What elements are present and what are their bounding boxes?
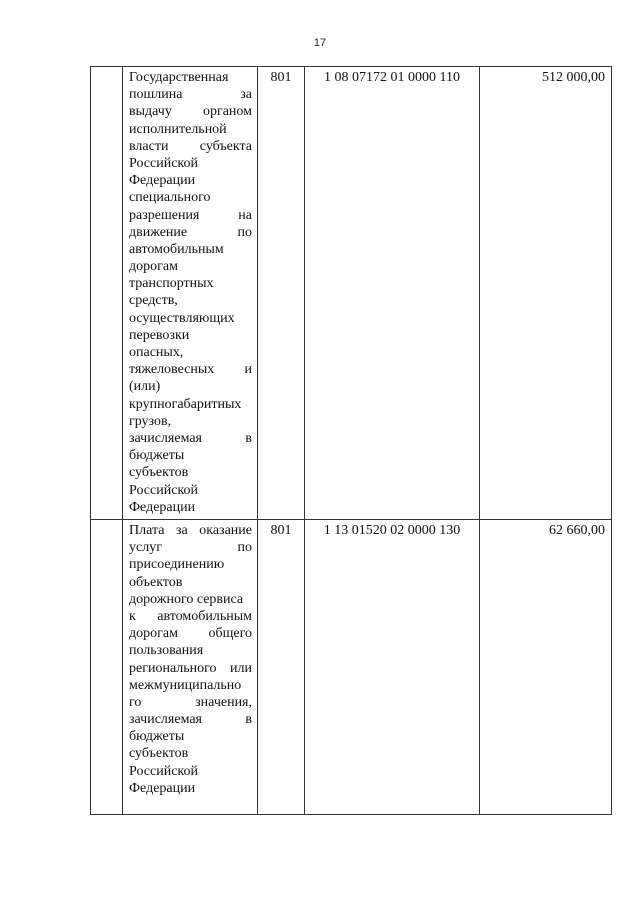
revenue-name-cell <box>123 520 258 815</box>
revenue-name-line: (или) <box>129 379 161 395</box>
revenue-name-line: тяжеловесных и <box>129 362 252 378</box>
revenue-name-line: пользования <box>129 643 204 659</box>
revenue-table <box>90 66 612 815</box>
row-number-cell <box>91 67 123 520</box>
page-number: 17 <box>313 37 327 49</box>
revenue-name-line: го значения, <box>129 694 252 710</box>
amount-cell: 512 000,00 <box>480 67 612 520</box>
table-row <box>91 520 612 815</box>
revenue-name-line: дорожного сервиса <box>129 591 244 607</box>
row-number-cell <box>91 520 123 815</box>
table-row <box>91 67 612 520</box>
revenue-name-line: движение по <box>129 224 252 240</box>
revenue-name-line: Российской <box>129 155 198 171</box>
revenue-name-line: Плата за оказание <box>129 523 252 538</box>
revenue-name-line: крупногабаритных <box>129 396 242 412</box>
revenue-name-line: бюджеты <box>129 448 185 464</box>
revenue-name-line: регионального или <box>129 660 252 676</box>
revenue-name-line: специального <box>129 190 211 206</box>
revenue-name-line: дорогам общего <box>129 626 252 642</box>
revenue-name-line: межмуниципально <box>129 677 242 693</box>
revenue-name-line: грузов, <box>129 413 172 429</box>
revenue-name-line: к автомобильным <box>129 608 252 624</box>
revenue-name-line: исполнительной <box>129 121 227 137</box>
revenue-name-line: средств, <box>129 293 178 309</box>
budget-classification-code-cell: 1 13 01520 02 0000 130 <box>305 520 480 815</box>
revenue-name-line: дорогам <box>129 259 178 275</box>
revenue-name-line: Государственная <box>129 70 229 85</box>
revenue-name-line: Федерации <box>129 499 196 515</box>
revenue-name-line: перевозки <box>129 327 190 343</box>
revenue-name-line: зачисляемая в <box>129 430 252 446</box>
budget-classification-code-cell: 1 08 07172 01 0000 110 <box>305 67 480 520</box>
revenue-name-line: объектов <box>129 574 183 590</box>
revenue-name-line: выдачу органом <box>129 104 252 120</box>
revenue-name-cell <box>123 67 258 520</box>
revenue-name-line: Федерации <box>129 780 196 796</box>
administrator-code-cell: 801 <box>258 67 305 520</box>
revenue-name-line: автомобильным <box>129 241 224 257</box>
revenue-name-line: власти субъекта <box>129 138 252 154</box>
revenue-name-line: Российской <box>129 763 198 779</box>
revenue-name-line: опасных, <box>129 345 184 360</box>
revenue-name-line: зачисляемая в <box>129 712 252 728</box>
administrator-code-cell: 801 <box>258 520 305 815</box>
revenue-name-line: Российской <box>129 482 198 498</box>
revenue-name-line: пошлина за <box>129 87 252 103</box>
revenue-name-line: осуществляющих <box>129 310 235 326</box>
revenue-name-line: разрешения на <box>129 207 252 223</box>
amount-cell: 62 660,00 <box>480 520 612 815</box>
revenue-name-line: транспортных <box>129 276 214 292</box>
revenue-name-line: присоединению <box>129 557 225 573</box>
revenue-name-line: бюджеты <box>129 729 185 745</box>
revenue-name-line: субъектов <box>129 746 189 762</box>
revenue-name-line: услуг по <box>129 540 252 556</box>
revenue-name-line: Федерации <box>129 173 196 189</box>
revenue-name-line: субъектов <box>129 465 189 481</box>
